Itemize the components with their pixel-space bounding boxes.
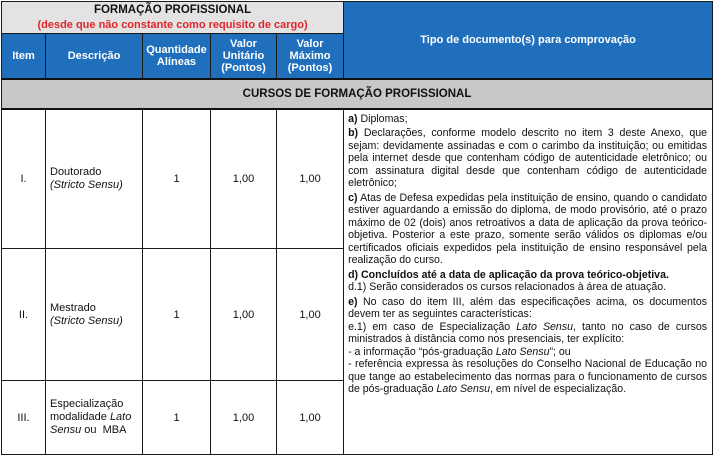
row-2-descricao xyxy=(46,249,143,381)
doc-d-text: Concluídos até a data de aplicação da prova teórico-objetiva. xyxy=(361,268,669,281)
doc-e xyxy=(348,296,707,321)
header-descricao: Descrição xyxy=(46,34,143,79)
row-3-item: III. xyxy=(2,381,46,455)
doc-e1-text-b: , tanto no caso de cursos ministrados à distância como nos presenciais, ter explícito: xyxy=(348,320,708,345)
doc-e-label: e) xyxy=(348,295,358,308)
row-2-item: II. xyxy=(2,249,46,381)
row-3-suffix: ou MBA xyxy=(81,424,127,436)
header-quantidade: Quantidade Alíneas xyxy=(143,34,211,79)
row-1-descricao xyxy=(46,109,143,249)
doc-c-text: Atas de Defesa expedidas pela instituição de ensino, quando o candidato estiver aguardando a emissão do diploma, de modo provisório, até o prazo máximo de 02 (dois) anos retroativos a data de aplicação da prova teórico-objetiva. Posterior a este prazo, somente serão válidos os diplomas e/ou certificados oficiais expedidos pela instituição de ensino responsável pela realização do curso. xyxy=(348,191,708,266)
row-1-valor-maximo: 1,00 xyxy=(277,109,344,249)
row-3-quantidade: 1 xyxy=(143,381,211,455)
row-2-quantidade: 1 xyxy=(143,249,211,381)
table-title-cell xyxy=(2,2,344,34)
row-3-valor-unitario: 1,00 xyxy=(211,381,277,455)
doc-c-label: c) xyxy=(348,191,358,204)
doc-bullet-2-a: - referência expressa às resoluções do Conselho Nacional de Educação no que tange ao estabelecimento das normas para o funcionamento de cursos de pós-graduação xyxy=(348,358,708,395)
table-subtitle: (desde que não constante como requisito de cargo) xyxy=(37,18,308,31)
doc-b xyxy=(348,127,707,190)
section-title: CURSOS DE FORMAÇÃO PROFISSIONAL xyxy=(2,79,713,109)
doc-e1-italic: Lato Sensu xyxy=(516,320,574,333)
doc-bullet-1-b: ”; ou xyxy=(549,345,571,358)
row-1-quantidade: 1 xyxy=(143,109,211,249)
doc-bullet-1 xyxy=(348,346,707,359)
row-1-name: Doutorado xyxy=(50,165,102,178)
row-2-valor-maximo: 1,00 xyxy=(277,249,344,381)
doc-b-label: b) xyxy=(348,127,359,139)
doc-a xyxy=(348,113,707,126)
documentos-comprovacao xyxy=(344,109,713,455)
doc-d xyxy=(348,269,707,282)
doc-d-label: d) xyxy=(348,268,359,281)
doc-bullet-1-a: - a informação “pós-graduação xyxy=(348,345,496,358)
row-2-note: (Stricto Sensu) xyxy=(50,314,123,327)
row-3-descricao xyxy=(46,381,143,455)
row-3-name: Especialização modalidade xyxy=(50,398,124,423)
header-item: Item xyxy=(2,34,46,79)
doc-e1 xyxy=(348,321,707,346)
row-1-item: I. xyxy=(2,109,46,249)
row-3-valor-maximo: 1,00 xyxy=(277,381,344,455)
row-2-valor-unitario: 1,00 xyxy=(211,249,277,381)
header-valor-maximo: Valor Máximo (Pontos) xyxy=(277,34,344,79)
formacao-profissional-table xyxy=(1,1,713,455)
doc-bullet-1-italic: Lato Sensu xyxy=(495,345,550,358)
doc-c xyxy=(348,192,707,267)
doc-b-text: Declarações, conforme modelo descrito no item 3 deste Anexo, que sejam: devidamente assinadas e com o carimbo da instituição; ou emitidas pela internet desde que contenham código de autenticidade eletrônico; ou com assinatura digital desde que contenham código de autenticidade eletrônico; xyxy=(348,127,708,189)
doc-bullet-2-italic: Lato Sensu xyxy=(436,383,491,395)
header-valor-unitario: Valor Unitário (Pontos) xyxy=(211,34,277,79)
doc-bullet-2 xyxy=(348,358,707,396)
row-3-note: Lato Sensu xyxy=(50,411,132,436)
table-title: FORMAÇÃO PROFISSIONAL xyxy=(93,3,252,16)
row-1-note: (Stricto Sensu) xyxy=(50,178,123,191)
row-1-valor-unitario: 1,00 xyxy=(211,109,277,249)
header-tipo-documento: Tipo de documento(s) para comprovação xyxy=(344,2,713,79)
doc-d1: d.1) Serão considerados os cursos relacionados à área de atuação. xyxy=(348,281,667,293)
doc-bullet-2-b: , em nível de especialização. xyxy=(490,383,627,395)
row-2-name: Mestrado xyxy=(50,301,96,314)
doc-a-text: Diplomas; xyxy=(360,112,408,125)
doc-a-label: a) xyxy=(348,112,358,125)
doc-e1-text-a: e.1) em caso de Especialização xyxy=(348,320,517,333)
doc-e-text: No caso do item III, além das especificações acima, os documentos devem ter as seguintes características: xyxy=(348,295,708,320)
